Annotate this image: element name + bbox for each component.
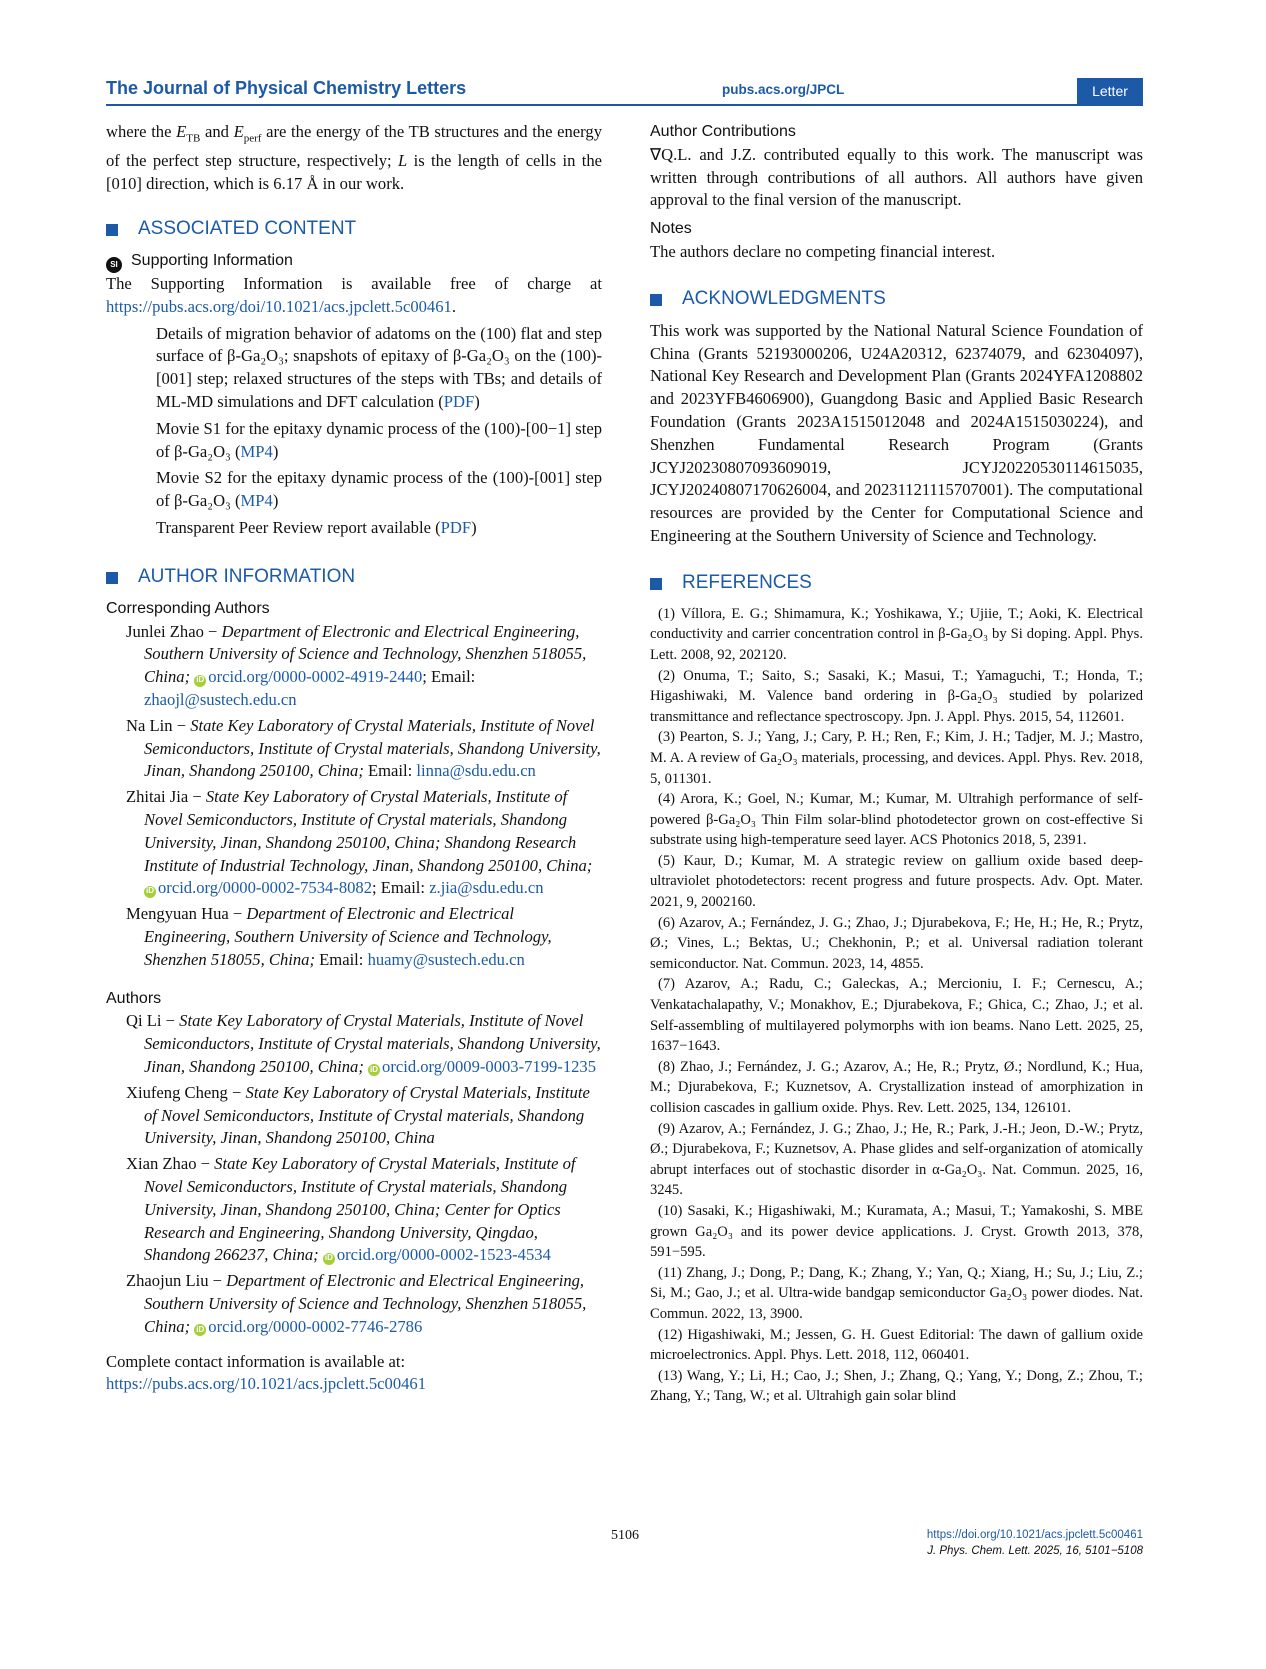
references-heading	[650, 572, 1143, 596]
pdf-link[interactable]: PDF	[443, 392, 475, 412]
orcid-icon: iD	[144, 886, 156, 898]
contributions-heading: Author Contributions	[650, 123, 796, 140]
associated-content-heading	[106, 218, 602, 242]
orcid-link[interactable]: orcid.org/0000-0002-4919-2440	[208, 667, 423, 687]
author-entry: Xian Zhao − State Key Laboratory of Crystal Materials, Institute of Novel Semiconductors, Institute of Crystal materials, Shandong University, Jinan, Shandong 250100, China; Center for Optics Research and Engineering, Shandong University, Qingdao, Shandong 266237, China; iD orcid.org/0000-0002-1523-4534	[126, 1154, 576, 1265]
si-item: Movie S2 for the epitaxy dynamic process of the (100)-[001] step of β-Ga₂O₃ (MP4)	[156, 468, 602, 511]
intro-text: length of cells in the [010] direction, which is 6.17 Å in our work.	[106, 151, 602, 193]
author-entry: Qi Li − State Key Laboratory of Crystal Materials, Institute of Novel Semiconductors, Institute of Crystal materials, Shandong University, Jinan, Shandong 250100, China; iD orcid.org/0009-0003-7199-1235	[126, 1011, 601, 1076]
email-link[interactable]: z.jia@sdu.edu.cn	[429, 878, 544, 898]
author-affiliation: State Key Laboratory of Crystal Materials, Institute of Novel Semiconductors, Institute of Crystal materials, Shandong University, Jinan, Shandong 250100, China;	[144, 1011, 601, 1076]
si-item: Transparent Peer Review report available (PDF)	[156, 518, 477, 538]
author-name: Zhitai Jia	[126, 787, 189, 807]
reference-item: (10) Sasaki, K.; Higashiwaki, M.; Kuramata, A.; Masui, T.; Yamakoshi, S. MBE grown Ga₂O₃ and its power device applications. J. Cryst. Growth 2013, 378, 591−595.	[650, 1202, 1143, 1261]
reference-item: (11) Zhang, J.; Dong, P.; Dang, K.; Zhang, Y.; Yan, Q.; Xiang, H.; Su, J.; Liu, Z.; Si, M.; Gao, J.; et al. Ultra-wide bandgap semiconductor Ga₂O₃ power diodes. Nat. Commun. 2022, 13, 3900.	[650, 1264, 1143, 1322]
author-name: Xian Zhao	[126, 1154, 197, 1174]
reference-item: (7) Azarov, A.; Radu, C.; Galeckas, A.; Mercioniu, I. F.; Cernescu, A.; Venkatachalapathy, V.; Monakhov, E.; Djurabekova, F.; Ghica, C.; Zhao, J.; et al. Self-assembling of multilayered polymorphs with ion beams. Nano Lett. 2025, 25, 1637−1643.	[650, 976, 1143, 1055]
author-entry: Xiufeng Cheng − State Key Laboratory of Crystal Materials, Institute of Novel Semiconductors, Institute of Crystal materials, Shandong University, Jinan, Shandong 250100, China	[126, 1082, 590, 1148]
author-affiliation: State Key Laboratory of Crystal Materials, Institute of Novel Semiconductors, Institute of Crystal materials, Shandong University, Jinan, Shandong 250100, China;	[144, 715, 601, 781]
section-square-icon	[106, 572, 118, 584]
mp4-link[interactable]: MP4	[240, 441, 273, 461]
corresponding-author: Mengyuan Hua − Department of Electronic and Electrical Engineering, Southern University of Science and Technology, Shenzhen 518055, China; Email: huamy@sustech.edu.cn	[126, 904, 552, 969]
orcid-icon: iD	[323, 1253, 335, 1265]
doi-link[interactable]: https://doi.org/10.1021/acs.jpclett.5c00461	[926, 1529, 1143, 1541]
email-link[interactable]: huamy@sustech.edu.cn	[367, 949, 525, 969]
section-square-icon	[650, 578, 662, 590]
reference-item: (12) Higashiwaki, M.; Jessen, G. H. Guest Editorial: The dawn of gallium oxide microelectronics. Appl. Phys. Lett. 2018, 112, 060401.	[650, 1326, 1143, 1364]
orcid-link[interactable]: orcid.org/0000-0002-1523-4534	[336, 1245, 551, 1265]
author-name: Na Lin	[126, 715, 173, 735]
reference-item: (1) Víllora, E. G.; Shimamura, K.; Yoshikawa, Y.; Ujiie, T.; Aoki, K. Electrical conductivity and carrier concentration control in β-Ga₂O₃ by Si doping. Appl. Phys. Lett. 2008, 92, 202120.	[650, 605, 1143, 663]
author-name: Qi Li	[126, 1011, 162, 1031]
section-title: REFERENCES	[682, 572, 812, 594]
pdf-link[interactable]: PDF	[440, 518, 472, 538]
supporting-info-link[interactable]: https://pubs.acs.org/doi/10.1021/acs.jpclett.5c00461	[106, 296, 452, 316]
author-affiliation: State Key Laboratory of Crystal Materials, Institute of Novel Semiconductors, Institute of Crystal materials, Shandong University, Jinan, Shandong 250100, China; Shandong Research Institute of Industrial Technology, Jinan, Shandong 250100, China;	[144, 787, 593, 875]
si-icon: SI	[106, 257, 122, 273]
article-type-badge: Letter	[1077, 78, 1143, 104]
citation-text: J. Phys. Chem. Lett. 2025, 16, 5101−5108	[927, 1545, 1143, 1557]
section-title: ASSOCIATED CONTENT	[138, 218, 357, 240]
left-column	[106, 121, 602, 1396]
orcid-icon: iD	[194, 1324, 206, 1336]
contact-link[interactable]: https://pubs.acs.org/10.1021/acs.jpclett.5c00461	[106, 1374, 427, 1394]
author-affiliation: Department of Electronic and Electrical Engineering, Southern University of Science and Technology, Shenzhen 518055, China;	[144, 1271, 587, 1336]
orcid-icon: iD	[368, 1064, 380, 1076]
journal-url[interactable]: pubs.acs.org/JPCL	[722, 82, 845, 97]
notes-heading: Notes	[650, 220, 692, 238]
intro-formula-text: where the $E_{TB}$ and $E_{perf}$ are the energy of the TB structures and the energy of the perfect step structure, respectively; L is the	[106, 122, 602, 171]
email-label: Email:	[319, 949, 364, 969]
reference-item: (13) Wang, Y.; Li, H.; Cao, J.; Shen, J.; Zhang, Q.; Yang, Y.; Dong, Z.; Zhou, T.; Zhang, Y.; Tang, W.; et al. Ultrahigh gain solar blind	[650, 1367, 1143, 1405]
corresponding-author: Zhitai Jia − State Key Laboratory of Crystal Materials, Institute of Novel Semiconductors, Institute of Crystal materials, Shandong University, Jinan, Shandong 250100, China; Shandong Research Institute of Industrial Technology, Jinan, Shandong 250100, China; iD orcid.org/0000-0002-7534-8082; Email: z.jia@sdu.edu.cn	[126, 787, 593, 898]
section-square-icon	[650, 294, 662, 306]
right-column	[650, 121, 1143, 1407]
journal-title: The Journal of Physical Chemistry Letters	[106, 78, 467, 98]
orcid-link[interactable]: orcid.org/0000-0002-7746-2786	[208, 1316, 423, 1336]
acknowledgments-heading	[650, 288, 1143, 312]
footer-citation	[927, 1527, 1143, 1559]
orcid-link[interactable]: orcid.org/0000-0002-7534-8082	[158, 878, 373, 898]
acknowledgments-text: This work was supported by the National Natural Science Foundation of China (Grants 52193000206, U24A20312, 62374079, and 62304097), National Key Research and Development Plan (Grants 2024YFA1208802 and 2023YFB4606900), Guangdong Basic and Applied Basic Research Foundation (Grants 2023A1515012048 and 2024A1515030224), and Shenzhen Fundamental Research Program (Grants JCYJ20230807093609019, JCYJ20220530114615035, JCYJ20240807170626004, and 20231121115707001). The computational resources are provided by the Center for Computational Science and Engineering at the Southern University of Science and Technology.	[650, 320, 1143, 545]
section-title: AUTHOR INFORMATION	[138, 566, 356, 588]
email-label: Email:	[380, 878, 426, 898]
section-square-icon	[106, 224, 118, 236]
corresponding-author: Junlei Zhao − Department of Electronic and Electrical Engineering, Southern University of Science and Technology, Shenzhen 518055, China; iD orcid.org/0000-0002-4919-2440; Email: zhaojl@sustech.edu.cn	[126, 621, 587, 710]
reference-item: (3) Pearton, S. J.; Yang, J.; Cary, P. H.; Ren, F.; Kim, J. H.; Tadjer, M. J.; Mastro, M. A. A review of Ga₂O₃ materials, processing, and devices. Appl. Phys. Rev. 2018, 5, 011301.	[650, 729, 1143, 787]
si-item-text: Movie S1 for the epitaxy dynamic process of the (100)-[00−1] step of β-Ga₂O₃	[156, 418, 602, 461]
si-item: Details of migration behavior of adatoms on the (100) flat and step surface of β-Ga₂O₃; snapshots of epitaxy of β-Ga₂O₃ on the (100)-[001] step; relaxed structures of the steps with TBs; and details of ML-MD simulations and DFT calculation (PDF)	[156, 323, 602, 412]
header-rule	[106, 104, 1143, 106]
intro-paragraph	[106, 121, 602, 196]
mp4-link[interactable]: MP4	[240, 491, 273, 511]
notes-text: The authors declare no competing financial interest.	[650, 241, 996, 261]
email-link[interactable]: zhaojl@sustech.edu.cn	[144, 690, 297, 710]
author-affiliation: State Key Laboratory of Crystal Materials, Institute of Novel Semiconductors, Institute of Crystal materials, Shandong University, Jinan, Shandong 250100, China	[144, 1082, 590, 1148]
reference-item: (9) Azarov, A.; Fernández, J. G.; Zhao, J.; He, R.; Park, J.-H.; Jeon, D.-W.; Prytz, Ø.; Djurabekova, F.; Kuznetsov, A. Phase glides and self-organization of atomically abrupt interfaces out of stochastic disorder in α-Ga₂O₃. Nat. Commun. 2025, 16, 3245.	[650, 1120, 1143, 1199]
author-name: Xiufeng Cheng	[126, 1082, 228, 1102]
author-name: Mengyuan Hua	[126, 904, 229, 924]
si-item-text: Transparent Peer Review report available	[156, 518, 431, 538]
email-label: Email:	[431, 667, 476, 687]
si-item-text: Movie S2 for the epitaxy dynamic process of the (100)-[001] step of β-Ga₂O₃	[156, 468, 602, 511]
orcid-icon: iD	[194, 675, 206, 687]
complete-contact: Complete contact information is available at:	[106, 1351, 406, 1371]
author-information-heading	[106, 566, 602, 590]
email-label: Email:	[368, 761, 413, 781]
subheading-label: Supporting Information	[131, 251, 293, 269]
author-name: Zhaojun Liu	[126, 1271, 209, 1291]
author-name: Junlei Zhao	[126, 621, 204, 641]
reference-item: (6) Azarov, A.; Fernández, J. G.; Zhao, J.; Djurabekova, F.; He, H.; He, R.; Prytz, Ø.; Vines, L.; Bektas, U.; Chekhonin, P.; et al. Universal radiation tolerant semiconductor. Nat. Commun. 2023, 14, 4855.	[650, 914, 1143, 972]
reference-list	[650, 604, 1143, 1407]
author-affiliation: Department of Electronic and Electrical Engineering, Southern University of Science and Technology, Shenzhen 518055, China;	[144, 904, 552, 969]
author-entry: Zhaojun Liu − Department of Electronic and Electrical Engineering, Southern University of Science and Technology, Shenzhen 518055, China; iD orcid.org/0000-0002-7746-2786	[126, 1271, 587, 1336]
supporting-info-lead: The Supporting Information is available free of charge at https://pubs.acs.org/doi/10.1021/acs.jpclett.5c00461.	[106, 274, 602, 316]
reference-item: (2) Onuma, T.; Saito, S.; Sasaki, K.; Masui, T.; Yamaguchi, T.; Honda, T.; Higashiwaki, M. Valence band ordering in β-Ga₂O₃ studied by polarized transmittance and reflectance spectroscopy. Jpn. J. Appl. Phys. 2015, 54, 112601.	[650, 667, 1143, 725]
email-link[interactable]: linna@sdu.edu.cn	[416, 761, 536, 781]
corresponding-author: Na Lin − State Key Laboratory of Crystal Materials, Institute of Novel Semiconductors, Institute of Crystal materials, Shandong University, Jinan, Shandong 250100, China; Email: linna@sdu.edu.cn	[126, 715, 601, 781]
contributions-text: ∇Q.L. and J.Z. contributed equally to this work. The manuscript was written through contributions of all authors. All authors have given approval to the final version of the manuscript.	[650, 144, 1143, 210]
page-number: 5106	[611, 1528, 639, 1543]
reference-item: (8) Zhao, J.; Fernández, J. G.; Azarov, A.; He, R.; Prytz, Ø.; Nordlund, K.; Hua, M.; Djurabekova, F.; Kuznetsov, A. Crystallization instead of amorphization in collision cascades in gallium oxide. Phys. Rev. Lett. 2025, 134, 126101.	[650, 1058, 1143, 1116]
section-title: ACKNOWLEDGMENTS	[682, 288, 886, 310]
corresponding-authors-heading: Corresponding Authors	[106, 599, 270, 617]
author-affiliation: State Key Laboratory of Crystal Materials, Institute of Novel Semiconductors, Institute of Crystal materials, Shandong University, Jinan, Shandong 250100, China; Center for Optics Research and Engineering, Shandong University, Qingdao, Shandong 266237, China;	[144, 1154, 576, 1265]
lead-text: The Supporting Information is available free of charge at	[106, 274, 602, 294]
authors-heading: Authors	[106, 989, 162, 1007]
reference-item: (5) Kaur, D.; Kumar, M. A strategic review on gallium oxide based deep-ultraviolet photodetectors: recent progress and future prospects. Adv. Opt. Mater. 2021, 9, 2002160.	[650, 852, 1143, 911]
si-item-text: Details of migration behavior of adatoms on the (100) flat and step surface of β-Ga₂O₃; snapshots of epitaxy of β-Ga₂O₃ on the (100)-[001] step; relaxed structures of the steps with TBs; and details of ML-MD simulations and DFT calculation	[156, 323, 602, 412]
orcid-link[interactable]: orcid.org/0009-0003-7199-1235	[382, 1057, 597, 1076]
author-affiliation: Department of Electronic and Electrical Engineering, Southern University of Science and Technology, Shenzhen 518055, China;	[144, 621, 587, 687]
reference-item: (4) Arora, K.; Goel, N.; Kumar, M.; Kumar, M. Ultrahigh performance of self-powered β-Ga₂O₃ Thin Film solar-blind photodetector grown on cost-effective Si substrate using high-temperature seed layer. ACS Photonics 2018, 5, 2391.	[650, 791, 1143, 849]
si-item: Movie S1 for the epitaxy dynamic process of the (100)-[00−1] step of β-Ga₂O₃ (MP4)	[156, 418, 602, 461]
supporting-info-subheading	[106, 250, 602, 273]
